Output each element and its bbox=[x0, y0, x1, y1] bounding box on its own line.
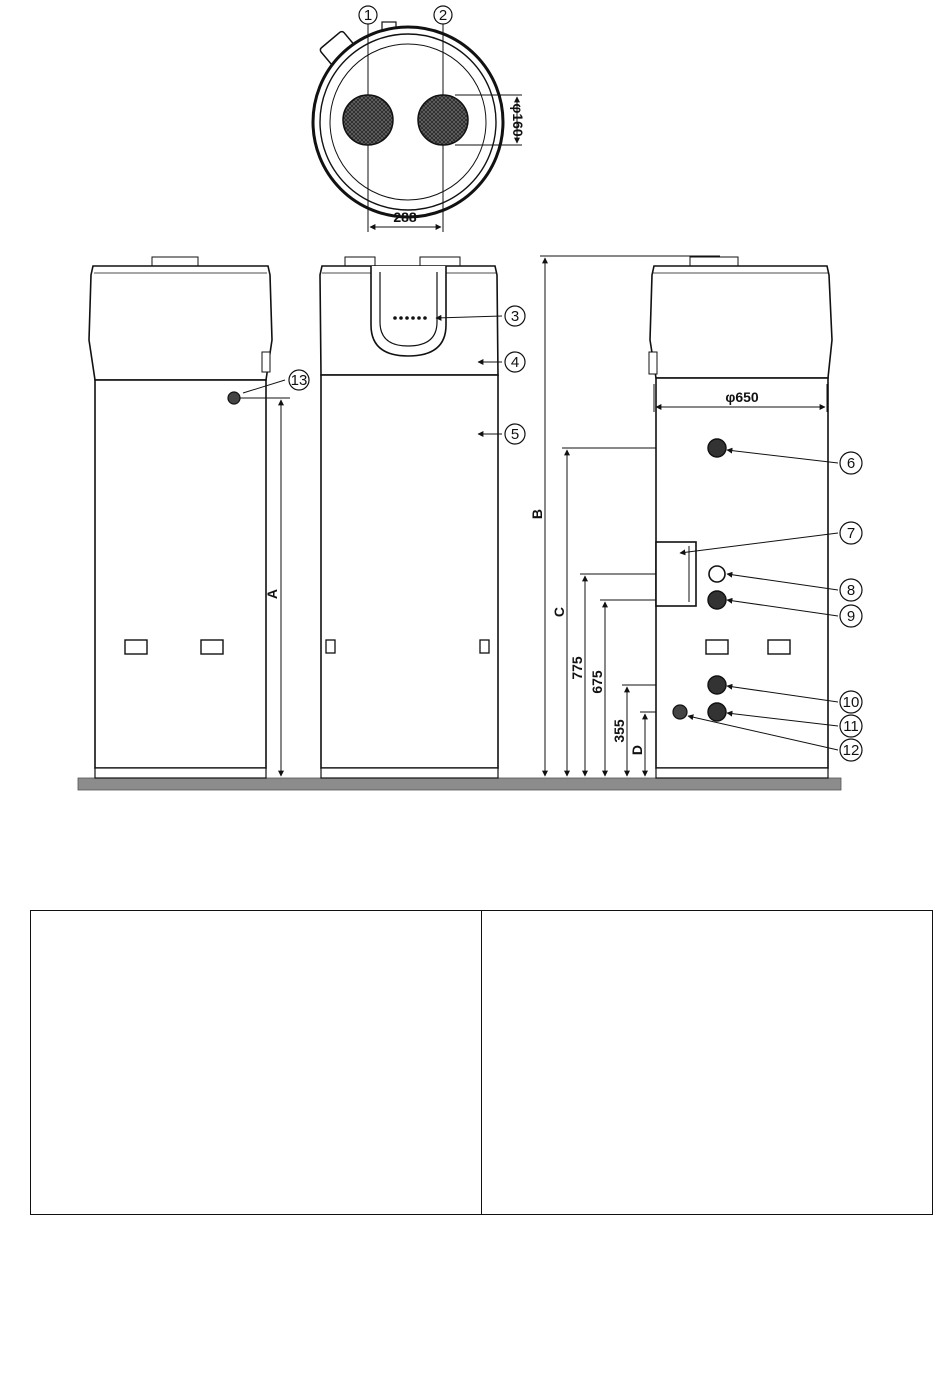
outlet-2-grille bbox=[418, 95, 468, 145]
callout-8 bbox=[840, 579, 862, 601]
dimension-letter-b: B bbox=[529, 508, 545, 520]
right-view bbox=[649, 257, 838, 778]
body-diameter-label: φ650 bbox=[725, 389, 759, 405]
svg-text:8: 8 bbox=[846, 582, 856, 599]
dimension-355-label: 355 bbox=[611, 719, 627, 743]
callout-5 bbox=[505, 424, 525, 444]
left-view bbox=[89, 257, 290, 778]
svg-text:7: 7 bbox=[846, 525, 856, 542]
callout-1 bbox=[359, 6, 377, 24]
callout-13 bbox=[289, 370, 309, 390]
dimension-letter-c: C bbox=[551, 606, 567, 618]
callout-6 bbox=[840, 452, 862, 474]
svg-text:4: 4 bbox=[510, 354, 520, 371]
callout-7 bbox=[840, 522, 862, 544]
table-cell-left bbox=[31, 911, 482, 1215]
svg-text:10: 10 bbox=[842, 694, 860, 711]
specification-table bbox=[30, 910, 933, 1215]
dimension-letter-a: A bbox=[264, 588, 280, 600]
outlet-diameter-label: φ160 bbox=[510, 103, 526, 137]
outlet-1-grille bbox=[343, 95, 393, 145]
top-view bbox=[313, 22, 522, 232]
outlet-spacing-label: 288 bbox=[393, 209, 417, 225]
dimension-675-label: 675 bbox=[589, 670, 605, 694]
ground-line bbox=[78, 778, 841, 790]
svg-text:5: 5 bbox=[510, 426, 520, 443]
svg-text:9: 9 bbox=[846, 608, 856, 625]
callout-10 bbox=[840, 691, 862, 713]
table-cell-right bbox=[482, 911, 933, 1215]
svg-text:3: 3 bbox=[510, 308, 520, 325]
svg-text:11: 11 bbox=[843, 718, 859, 735]
callout-2 bbox=[434, 6, 452, 24]
table-row bbox=[31, 911, 933, 1215]
callout-4 bbox=[505, 352, 525, 372]
callout-3 bbox=[505, 306, 525, 326]
dimension-letter-d: D bbox=[629, 744, 645, 756]
svg-text:2: 2 bbox=[438, 7, 448, 24]
svg-text:12: 12 bbox=[842, 742, 860, 759]
dimension-775-label: 775 bbox=[569, 656, 585, 680]
svg-text:13: 13 bbox=[290, 372, 308, 389]
svg-text:6: 6 bbox=[846, 455, 856, 472]
middle-view bbox=[320, 257, 502, 778]
callout-9 bbox=[840, 605, 862, 627]
callout-12 bbox=[840, 739, 862, 761]
callout-11 bbox=[840, 715, 862, 737]
svg-text:1: 1 bbox=[363, 7, 373, 24]
